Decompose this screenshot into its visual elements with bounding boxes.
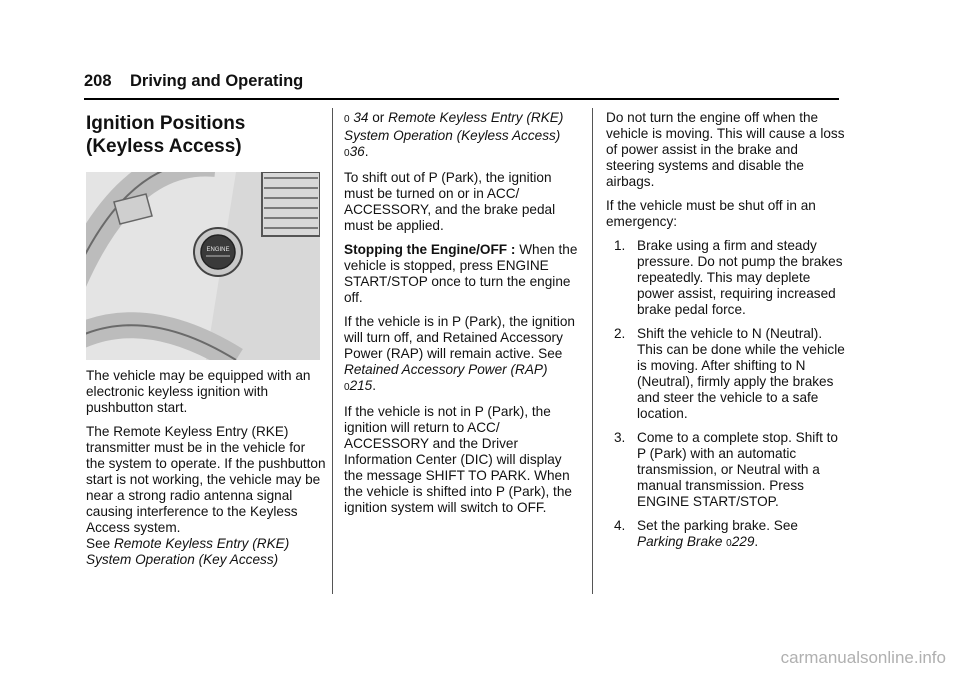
page-ref-arrow-icon: 0 [344, 148, 350, 159]
heading-line-1: Ignition Positions [86, 113, 246, 134]
page-ref-arrow-icon: 0 [344, 114, 350, 125]
page-number: 208 [84, 72, 112, 90]
intro-paragraph: The vehicle may be equipped with an electronic keyless ignition with pushbutton start. [86, 368, 311, 415]
shift-out-paragraph: To shift out of P (Park), the ignition must be turned on or in ACC/ ACCESSORY, and the brake pedal must be applied. [344, 170, 556, 233]
xref-page-229[interactable]: 229 [731, 534, 755, 549]
xref-page-215[interactable]: 215 [349, 378, 373, 393]
xref-page-36[interactable]: 36 [349, 144, 365, 159]
emergency-intro: If the vehicle must be shut off in an emergency: [606, 198, 816, 229]
stopping-engine-label: Stopping the Engine/OFF : [344, 242, 516, 257]
header-rule [84, 98, 839, 100]
column-divider [332, 108, 333, 594]
xref-rke-key-access[interactable]: Remote Keyless Entry (RKE) System Operation (Key Access) [86, 536, 290, 567]
middle-column [344, 110, 580, 524]
stopping-engine-paragraph: Stopping the Engine/OFF : When the vehicle is stopped, press ENGINE START/STOP once to turn the engine off. [344, 242, 578, 305]
xref-rap[interactable]: Retained Accessory Power (RAP) [344, 362, 548, 377]
list-item: 1. Brake using a firm and steady pressure. Do not pump the brakes repeatedly. This may deplete power assist, requiring increased brake pedal force. [614, 238, 843, 317]
list-item: 4. Set the parking brake. See Parking Brake 0229. [614, 518, 798, 549]
not-park-paragraph: If the vehicle is not in P (Park), the ignition will return to ACC/ ACCESSORY and the Driver Information Center (DIC) will display the message SHIFT TO PARK. When the vehicle is shifted into P (Park), the ignition system will switch to OFF. [344, 404, 572, 515]
page-ref-arrow-icon: 0 [344, 382, 350, 393]
list-item: 3. Come to a complete stop. Shift to P (Park) with an automatic transmission, or Neutral with a manual transmission. Press ENGINE START/STOP. [614, 430, 838, 509]
right-column [606, 110, 846, 560]
heading-line-2: (Keyless Access) [86, 136, 242, 157]
watermark: carmanualsonline.info [780, 648, 946, 667]
xref-continuation: 0 34 or Remote Keyless Entry (RKE) System Operation (Keyless Access) 036. [344, 110, 564, 159]
column-divider [592, 108, 593, 594]
left-column [86, 110, 326, 576]
button-engine-text: ENGINE [206, 247, 230, 253]
park-paragraph: If the vehicle is in P (Park), the ignition will turn off, and Retained Accessory Power (RAP) will remain active. See Retained Accessory Power (RAP) 0215. [344, 314, 575, 393]
emergency-steps [606, 238, 846, 552]
rke-paragraph: The Remote Keyless Entry (RKE) transmitter must be in the vehicle for the system to operate. If the pushbutton start is not working, the vehicle may be near a strong radio antenna signal causing interference to the Keyless Access system. See Remote Keyless Entry (RKE) System Operation (Key Access) [86, 424, 326, 567]
ignition-button-figure [86, 172, 320, 360]
xref-parking-brake[interactable]: Parking Brake [637, 534, 723, 549]
section-title: Driving and Operating [130, 72, 304, 90]
main-heading [86, 112, 326, 158]
dashboard-illustration [86, 172, 320, 360]
xref-page-34[interactable]: 34 [353, 110, 369, 125]
page-header [84, 72, 839, 96]
xref-rke-keyless-access[interactable]: Remote Keyless Entry (RKE) System Operation (Keyless Access) [344, 110, 564, 143]
warning-paragraph: Do not turn the engine off when the vehicle is moving. This will cause a loss of power assist in the brake and steering systems and disable the airbags. [606, 110, 845, 189]
page-ref-arrow-icon: 0 [726, 538, 732, 549]
list-item: 2. Shift the vehicle to N (Neutral). This can be done while the vehicle is moving. After shifting to N (Neutral), firmly apply the brakes and steer the vehicle to a safe location. [614, 326, 845, 421]
